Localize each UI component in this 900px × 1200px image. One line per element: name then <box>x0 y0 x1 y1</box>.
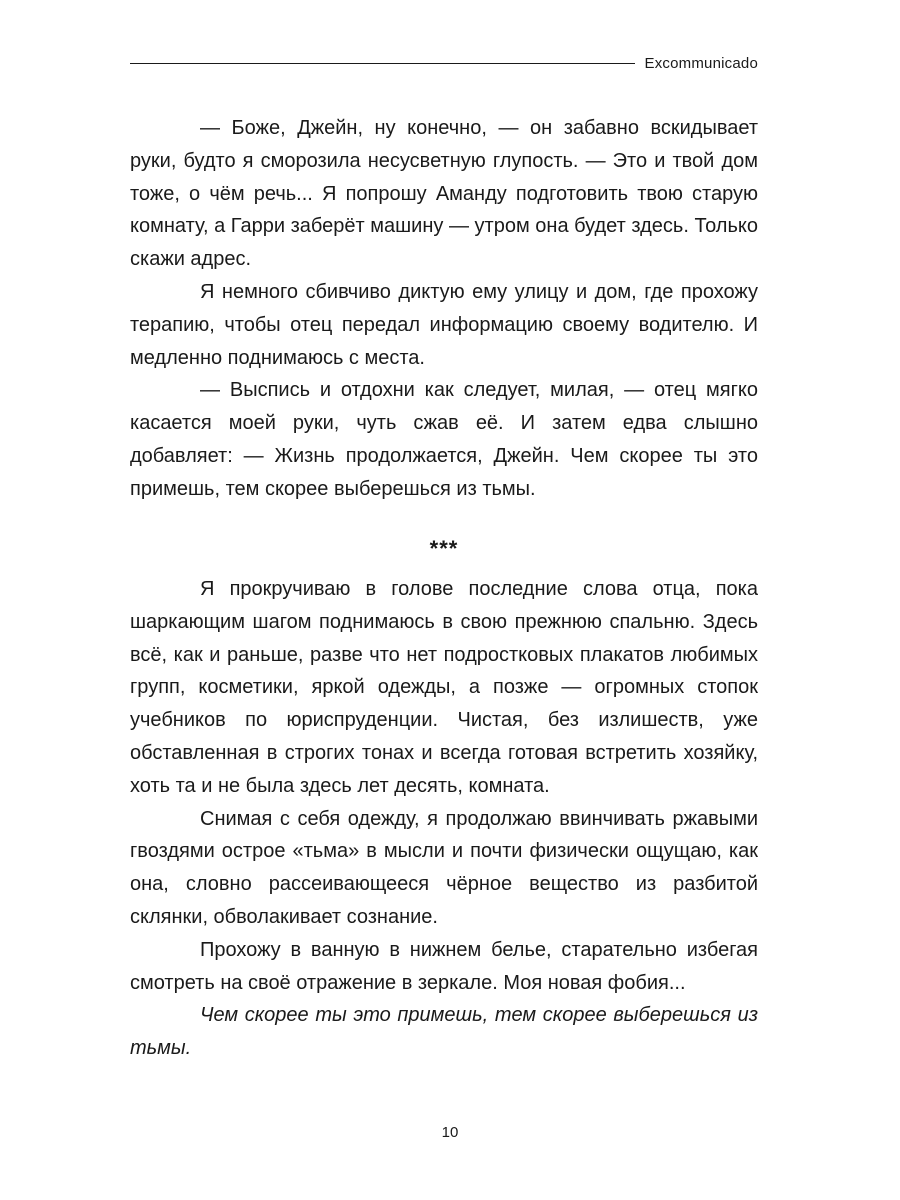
paragraph: — Выспись и отдохни как следует, милая, — отец мягко касается моей руки, чуть сжав её. И затем едва слышно добавляет: — Жизнь продолжается, Джейн. Чем скорее ты это примешь, тем скорее выберешься из тьмы. <box>130 379 758 500</box>
paragraph: Снимая с себя одежду, я продолжаю ввинчивать ржавыми гвоздями острое «тьма» в мысли и почти физически ощущаю, как она, словно рассеивающееся чёрное вещество из разбитой склянки, обволакивает сознание. <box>130 807 758 928</box>
page-number: 10 <box>441 1124 459 1141</box>
text-block-before-break <box>130 112 758 506</box>
running-title: Excommunicado <box>644 54 758 72</box>
paragraph: Я немного сбивчиво диктую ему улицу и дом, где прохожу терапию, чтобы отец передал информацию своему водителю. И медленно поднимаюсь с места. <box>130 280 758 369</box>
paragraph: Я прокручиваю в голове последние слова отца, пока шаркающим шагом поднимаюсь в свою прежнюю спальню. Здесь всё, как и раньше, разве что нет подростковых плакатов любимых групп, косметики, яркой одежды, а позже — огромных стопок учебников по юриспруденции. Чистая, без излишеств, уже обставленная в строгих тонах и всегда готовая встретить хозяйку, хоть та и не была здесь лет десять, комната. <box>130 578 758 797</box>
paragraph: — Боже, Джейн, ну конечно, — он забавно вскидывает руки, будто я сморозила несусветную глупость. — Это и твой дом тоже, о чём речь... Я попрошу Аманду подготовить твою старую комнату, а Гарри заберёт машину — утром она будет здесь. Только скажи адрес. <box>130 117 758 271</box>
paragraph: Прохожу в ванную в нижнем белье, старательно избегая смотреть на своё отражение в зеркале. Моя новая фобия... <box>130 938 758 994</box>
italic-paragraph: Чем скорее ты это примешь, тем скорее выберешься из тьмы. <box>130 1004 758 1060</box>
text-block-after-break <box>130 573 758 1065</box>
running-header <box>130 52 758 74</box>
header-rule <box>130 63 635 64</box>
section-break: *** <box>429 536 459 561</box>
